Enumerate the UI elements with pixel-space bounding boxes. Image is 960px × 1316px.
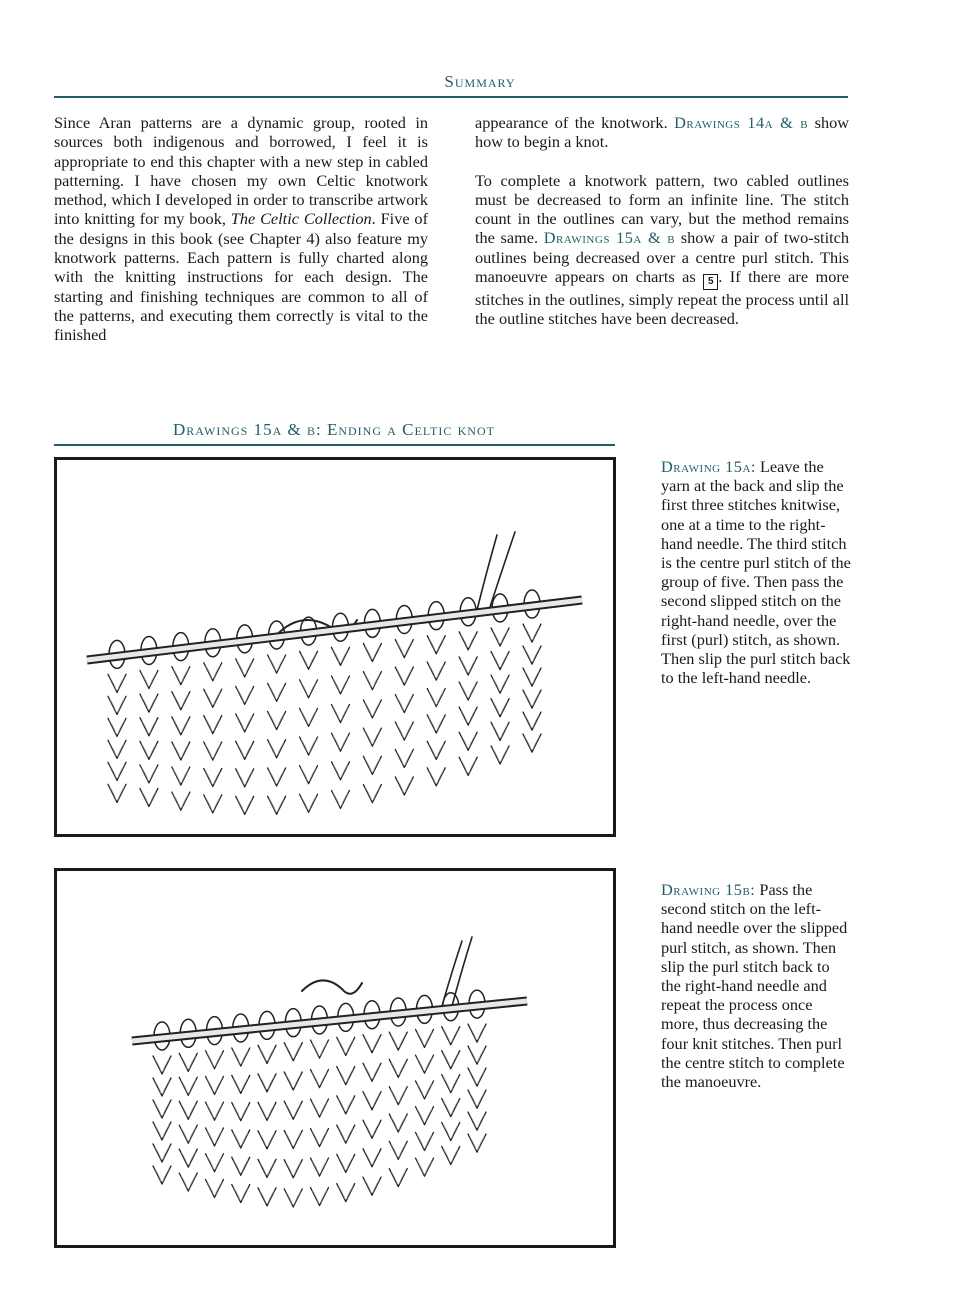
left-text-column: [54, 113, 428, 345]
running-head-rule: [54, 96, 848, 98]
section-rule: [54, 444, 615, 446]
drawing-ref-15: Drawings 15a & b: [543, 228, 676, 248]
method-text-2: show a pair of two-stitch outlines being decreased over a centre purl stitch. This manoeuvre appears on charts as: [475, 228, 849, 287]
continuation-text: appearance of the knotwork.: [475, 113, 675, 132]
continuation-paragraph: [475, 113, 849, 152]
caption-15b-label: Drawing 15b:: [661, 880, 756, 899]
knitting-illustration-15b: [57, 871, 613, 1245]
method-paragraph: [475, 171, 849, 329]
drawing-15a-frame: [54, 457, 616, 837]
caption-15b: [661, 880, 851, 1091]
book-title: The Celtic Collection: [230, 209, 372, 229]
caption-15a-text: Leave the yarn at the back and slip the first three stitches knitwise, one at a time to the right-hand needle. The third stitch is the centre purl stitch of the group of five. Then pass the second slipped stitch on the right-hand needle, over the first (purl) stitch, as shown. Then slip the purl stitch back to the left-hand needle.: [661, 457, 851, 688]
method-text-1: To complete a knotwork pattern, two cabled outlines must be decreased to form an infinite line. The stitch count in the outlines can vary, but the method remains the same.: [475, 170, 849, 248]
method-text-3: . If there are more stitches in the outlines, simply repeat the process until all the outline stitches have been decreased.: [475, 267, 849, 329]
running-head: Summary: [444, 72, 516, 91]
knitting-illustration-15a: [57, 460, 613, 834]
continuation-tail: show how to begin a knot.: [475, 113, 849, 152]
intro-text-2: . Five of the designs in this book (see Chapter 4) also feature my knotwork patterns. Each pattern is fully charted along with the knitting instructions for each design. The starting and finishing techniques are common to all of the patterns, and executing them correctly is vital to the finished: [54, 209, 428, 345]
chart-symbol-icon: 5: [703, 274, 718, 290]
intro-paragraph: [54, 113, 428, 345]
caption-15b-text: Pass the second stitch on the left-hand needle over the slipped purl stitch, as shown. Then slip the purl stitch back to the right-hand needle and repeat the process once more, thus decreasing the four knit stitches. Then purl the centre stitch to complete the manoeuvre.: [661, 880, 848, 1092]
drawing-ref-14: Drawings 14a & b: [674, 113, 809, 132]
caption-15a: [661, 457, 851, 687]
drawing-15b-frame: [54, 868, 616, 1248]
intro-text-1: Since Aran patterns are a dynamic group, rooted in sources both indigenous and borrowed, I feel it is appropriate to end this chapter with a new step in cabled patterning. I have chosen my own Celtic knotwork method, which I developed in order to transcribe artwork into knitting for my book,: [54, 113, 428, 229]
caption-15a-label: Drawing 15a:: [661, 457, 756, 476]
right-text-column: [475, 113, 849, 329]
section-title: Drawings 15a & b: Ending a Celtic knot: [173, 420, 495, 439]
